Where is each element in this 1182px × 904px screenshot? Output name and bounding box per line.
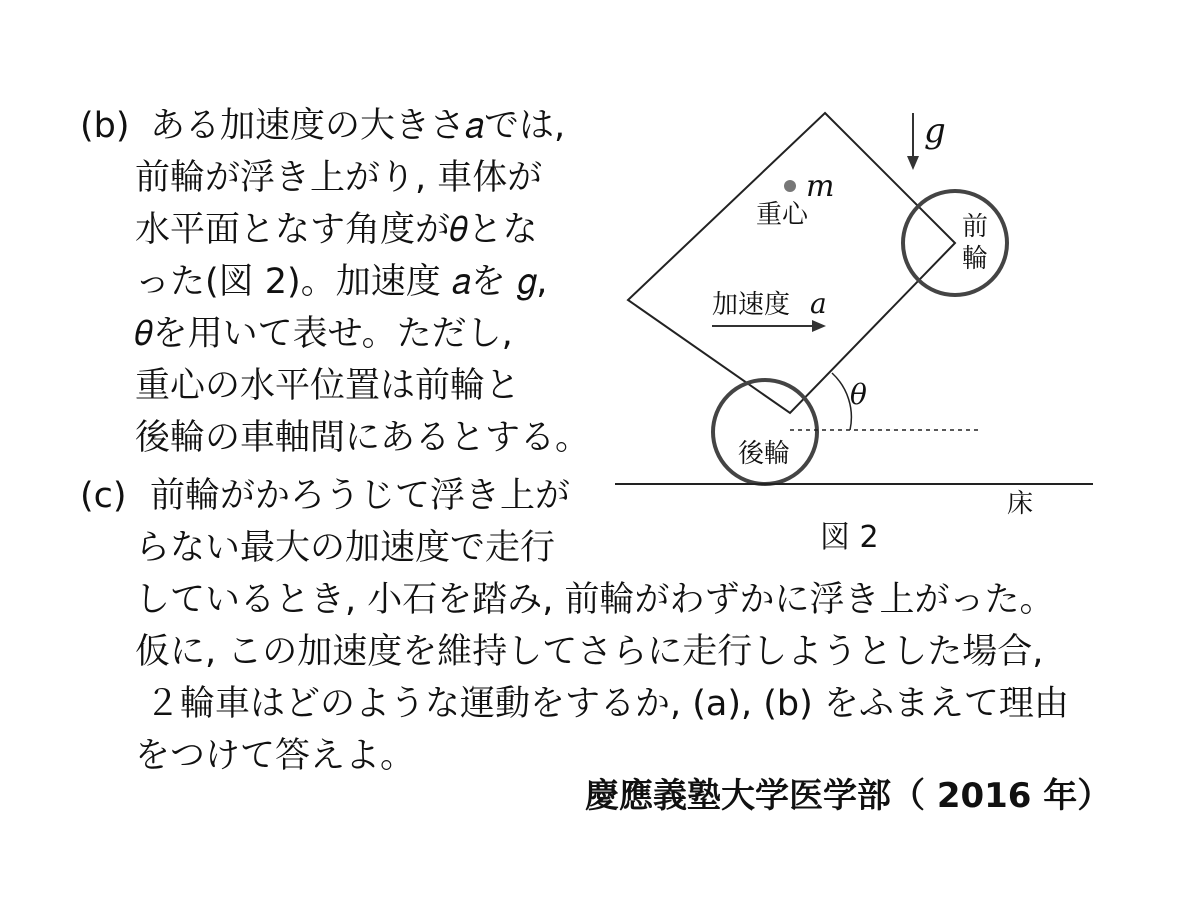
g-label: g xyxy=(924,111,946,151)
problem-b-label: (b) xyxy=(80,106,130,146)
cg-label: 重心 xyxy=(756,200,809,230)
problem-b-line-7: 後輪の車軸間にあるとする。 xyxy=(135,418,591,458)
theta-label: θ xyxy=(850,378,867,411)
figure-caption: 図 2 xyxy=(820,520,879,555)
problem-c-label: (c) xyxy=(80,476,127,516)
floor-label: 床 xyxy=(1007,489,1034,519)
problem-c-line-3: しているとき, 小石を踏み, 前輪がわずかに浮き上がった。 xyxy=(135,580,1055,620)
front-wheel-label-top: 前 xyxy=(962,212,989,242)
problem-b-line-1: ある加速度の大きさ𝑎では, xyxy=(150,106,566,146)
source-credit: 慶應義塾大学医学部（ 2016 年） xyxy=(585,776,1112,816)
m-label: m xyxy=(806,169,835,204)
problem-c-line-1: 前輪がかろうじて浮き上が xyxy=(150,476,571,516)
acceleration-arrow-head xyxy=(812,320,826,332)
center-of-mass-dot xyxy=(784,180,796,192)
problem-c-line-2: らない最大の加速度で走行 xyxy=(135,528,556,568)
problem-b-line-2: 前輪が浮き上がり, 車体が xyxy=(135,158,543,198)
accel-symbol: a xyxy=(810,287,827,320)
gravity-arrow-head xyxy=(907,156,919,170)
problem-c-line-4: 仮に, この加速度を維持してさらに走行しようとした場合, xyxy=(135,632,1044,672)
problem-b-line-6: 重心の水平位置は前輪と xyxy=(135,366,521,406)
problem-b-line-3: 水平面となす角度が𝜃とな xyxy=(135,210,538,250)
problem-c-line-6: をつけて答えよ。 xyxy=(135,736,416,776)
problem-b-line-5: 𝜃を用いて表せ。ただし, xyxy=(135,314,513,354)
accel-label: 加速度 xyxy=(712,290,791,320)
front-wheel-label-bottom: 輪 xyxy=(962,244,989,274)
theta-arc xyxy=(832,373,851,430)
problem-c-line-5: ２輪車はどのような運動をするか, (a), (b) をふまえて理由 xyxy=(145,684,1069,724)
rear-wheel-label: 後輪 xyxy=(738,439,791,469)
problem-b-line-4: った(図 2)。加速度 𝑎を 𝑔, xyxy=(135,262,548,302)
